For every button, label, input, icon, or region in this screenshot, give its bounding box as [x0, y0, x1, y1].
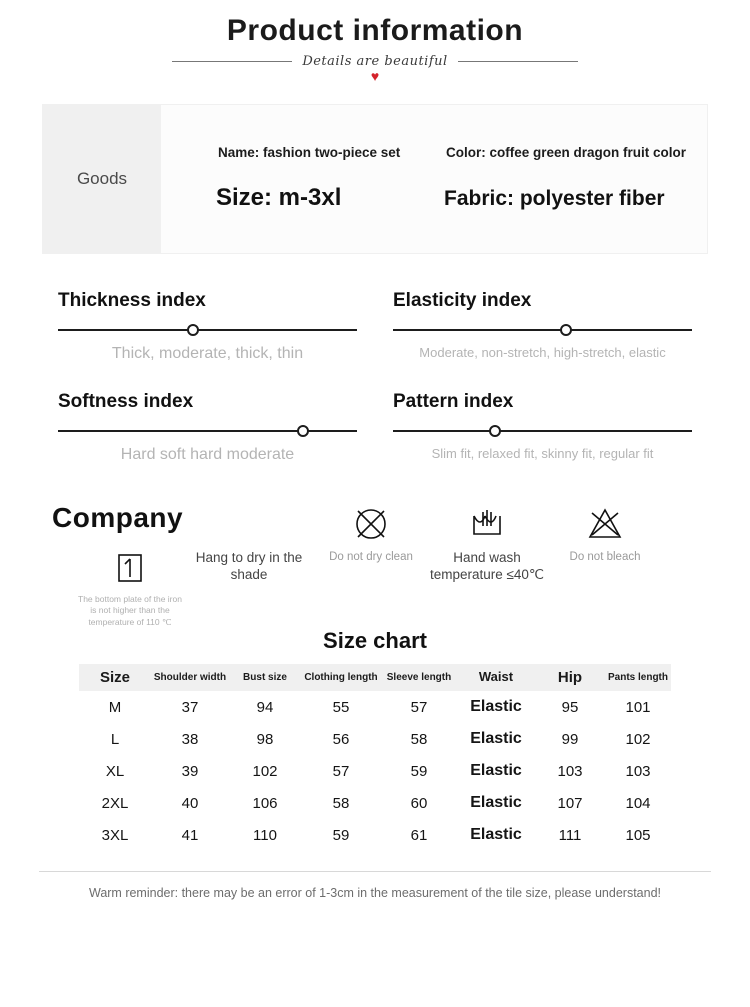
no-dry-clean-icon — [306, 502, 436, 546]
index-thickness-slider[interactable] — [58, 322, 357, 338]
cell-bust: 98 — [256, 730, 274, 748]
goods-size: Size: m-3xl — [216, 184, 342, 211]
cell-bust: 110 — [253, 826, 277, 844]
index-softness — [40, 391, 375, 464]
company-title: Company — [52, 502, 184, 533]
goods-label: Goods — [43, 105, 161, 253]
cell-waist: Elastic — [470, 698, 522, 716]
table-row — [79, 755, 671, 787]
slider-thumb[interactable] — [187, 324, 199, 336]
subtitle-row — [0, 54, 750, 69]
index-elasticity — [375, 290, 710, 363]
col-header-waist: Waist — [457, 664, 535, 691]
cell-waist: Elastic — [470, 794, 522, 812]
care-symbol-iron — [78, 546, 182, 628]
table-header-row — [79, 664, 671, 691]
cell-sleeve: 60 — [410, 794, 428, 812]
index-softness-title: Softness index — [58, 391, 194, 412]
slider-track — [58, 430, 357, 432]
divider-left — [172, 61, 292, 62]
goods-name: Name: fashion two-piece set — [218, 145, 401, 160]
footer-divider — [39, 871, 711, 872]
hang-dry-icon — [184, 502, 314, 546]
index-softness-desc: Hard soft hard moderate — [120, 446, 295, 463]
cell-bust: 106 — [252, 794, 278, 812]
slider-track — [58, 329, 357, 331]
cell-sleeve: 59 — [410, 762, 428, 780]
cell-waist: Elastic — [470, 730, 522, 748]
cell-clothing: 56 — [332, 730, 350, 748]
index-thickness-title: Thickness index — [58, 290, 206, 311]
cell-bust: 94 — [256, 698, 274, 716]
goods-details — [161, 105, 707, 253]
care-symbol-no-dry-clean — [306, 502, 436, 564]
slider-track — [393, 329, 692, 331]
col-header-clothing: Clothing length — [301, 664, 381, 691]
cell-shoulder: 41 — [181, 826, 199, 844]
col-header-sleeve: Sleeve length — [381, 664, 457, 691]
index-softness-slider[interactable] — [58, 423, 357, 439]
cell-shoulder: 38 — [181, 730, 199, 748]
cell-sleeve: 58 — [410, 730, 428, 748]
cell-clothing: 59 — [332, 826, 350, 844]
index-pattern-title: Pattern index — [393, 391, 514, 412]
cell-pants: 101 — [625, 698, 651, 716]
cell-size: XL — [105, 762, 125, 780]
cell-hip: 107 — [557, 794, 583, 812]
cell-waist: Elastic — [470, 762, 522, 780]
cell-hip: 103 — [557, 762, 583, 780]
table-row — [79, 819, 671, 851]
warm-reminder: Warm reminder: there may be an error of 1-3cm in the measurement of the tile size, please understand! — [88, 886, 662, 901]
cell-sleeve: 61 — [410, 826, 428, 844]
cell-size: 3XL — [101, 826, 129, 844]
slider-thumb[interactable] — [489, 425, 501, 437]
index-elasticity-desc: Moderate, non-stretch, high-stretch, elastic — [419, 345, 666, 360]
col-header-shoulder: Shoulder width — [151, 664, 229, 691]
divider-right — [458, 61, 578, 62]
index-thickness — [40, 290, 375, 363]
care-symbol-hang-dry — [184, 502, 314, 584]
hand-wash-icon — [422, 502, 552, 546]
subtitle: Details are beautiful — [302, 54, 448, 69]
care-caption-iron: The bottom plate of the iron is not higher than the temperature of 110 ℃ — [78, 594, 182, 627]
index-elasticity-title: Elasticity index — [393, 290, 532, 311]
cell-pants: 103 — [625, 762, 651, 780]
size-chart-table — [79, 664, 671, 851]
iron-icon — [78, 546, 182, 590]
cell-sleeve: 57 — [410, 698, 428, 716]
goods-fabric: Fabric: polyester fiber — [444, 187, 665, 210]
care-caption-no-bleach: Do not bleach — [569, 551, 641, 563]
cell-clothing: 57 — [332, 762, 350, 780]
cell-pants: 104 — [625, 794, 651, 812]
index-thickness-desc: Thick, moderate, thick, thin — [111, 345, 304, 362]
cell-hip: 99 — [561, 730, 579, 748]
care-caption-hand-wash: Hand wash temperature ≤40℃ — [429, 550, 545, 582]
goods-color: Color: coffee green dragon fruit color — [446, 145, 687, 160]
index-pattern — [375, 391, 710, 464]
cell-shoulder: 40 — [181, 794, 199, 812]
cell-shoulder: 39 — [181, 762, 199, 780]
cell-hip: 111 — [558, 826, 582, 844]
care-symbol-hand-wash — [422, 502, 552, 584]
index-pattern-desc: Slim fit, relaxed fit, skinny fit, regular fit — [431, 446, 654, 461]
care-caption-hang-dry: Hang to dry in the shade — [195, 550, 303, 582]
table-row — [79, 691, 671, 723]
company-care-section — [0, 494, 750, 627]
table-row — [79, 787, 671, 819]
col-header-bust: Bust size — [229, 664, 301, 691]
col-header-hip: Hip — [535, 664, 605, 691]
slider-thumb[interactable] — [297, 425, 309, 437]
cell-size: M — [108, 698, 122, 716]
size-chart-title: Size chart — [323, 628, 427, 653]
cell-waist: Elastic — [470, 826, 522, 844]
index-section — [0, 290, 750, 464]
goods-panel — [42, 104, 708, 254]
cell-size: 2XL — [101, 794, 129, 812]
cell-bust: 102 — [252, 762, 278, 780]
table-row — [79, 723, 671, 755]
heart-icon: ♥ — [370, 68, 380, 84]
col-header-pants: Pants length — [605, 664, 671, 691]
index-elasticity-slider[interactable] — [393, 322, 692, 338]
care-symbol-no-bleach — [540, 502, 670, 564]
no-bleach-icon — [540, 502, 670, 546]
cell-clothing: 55 — [332, 698, 350, 716]
cell-clothing: 58 — [332, 794, 350, 812]
slider-thumb[interactable] — [560, 324, 572, 336]
cell-hip: 95 — [561, 698, 579, 716]
slider-track — [393, 430, 692, 432]
cell-pants: 105 — [625, 826, 651, 844]
cell-shoulder: 37 — [181, 698, 199, 716]
col-header-size: Size — [79, 664, 151, 691]
care-caption-no-dry-clean: Do not dry clean — [329, 551, 413, 563]
cell-size: L — [110, 730, 120, 748]
page-title: Product information — [226, 14, 524, 47]
index-pattern-slider[interactable] — [393, 423, 692, 439]
cell-pants: 102 — [625, 730, 651, 748]
